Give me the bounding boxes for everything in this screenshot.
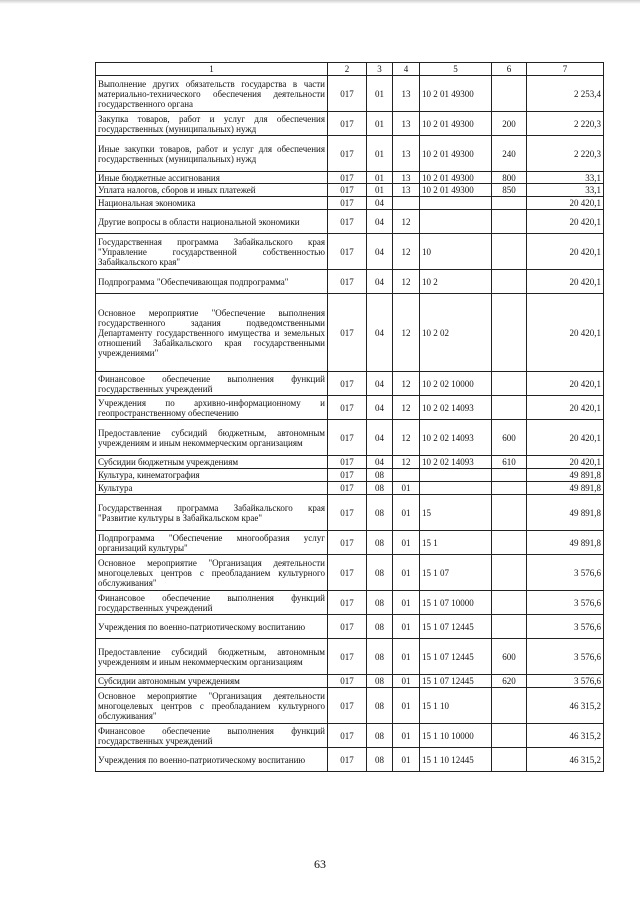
row-code-cell: 017: [328, 372, 367, 396]
row-code-cell: 017: [328, 210, 367, 234]
row-name-cell: Национальная экономика: [96, 197, 328, 210]
row-name-cell: Другие вопросы в области национальной экономики: [96, 210, 328, 234]
row-amount-cell: 20 420,1: [527, 270, 604, 294]
table-row: [96, 456, 604, 469]
row-code-cell: 017: [328, 76, 367, 112]
row-code-cell: 017: [328, 270, 367, 294]
row-amount-cell: 20 420,1: [527, 197, 604, 210]
row-target-article-cell: 15: [420, 495, 492, 531]
table-row: [96, 136, 604, 172]
row-subsection-cell: 01: [393, 591, 420, 615]
row-expense-type-cell: [492, 197, 527, 210]
row-subsection-cell: 01: [393, 675, 420, 688]
row-section-cell: 08: [367, 591, 393, 615]
row-amount-cell: 49 891,8: [527, 469, 604, 482]
row-subsection-cell: 12: [393, 372, 420, 396]
row-target-article-cell: 15 1 10: [420, 688, 492, 724]
row-section-cell: 01: [367, 112, 393, 136]
row-subsection-cell: 13: [393, 112, 420, 136]
row-name-cell: Учреждения по архивно-информационному и геопространственному обеспечению: [96, 396, 328, 420]
row-name-cell: Основное мероприятие "Организация деятельности многоцелевых центров с преобладанием культурного обслуживания": [96, 555, 328, 591]
row-name-cell: Государственная программа Забайкальского края "Развитие культуры в Забайкальском крае": [96, 495, 328, 531]
row-section-cell: 04: [367, 456, 393, 469]
row-subsection-cell: 12: [393, 210, 420, 234]
table-row: [96, 172, 604, 184]
row-subsection-cell: 12: [393, 396, 420, 420]
table-row: [96, 591, 604, 615]
row-target-article-cell: [420, 469, 492, 482]
row-expense-type-cell: [492, 294, 527, 372]
row-section-cell: 04: [367, 210, 393, 234]
row-subsection-cell: 01: [393, 639, 420, 675]
row-target-article-cell: 10 2 02 10000: [420, 372, 492, 396]
row-code-cell: 017: [328, 531, 367, 555]
row-target-article-cell: 10 2 02: [420, 294, 492, 372]
header-cell: 4: [393, 63, 420, 76]
row-code-cell: 017: [328, 456, 367, 469]
row-name-cell: Учреждения по военно-патриотическому воспитанию: [96, 748, 328, 772]
table-row: [96, 688, 604, 724]
table-row: [96, 748, 604, 772]
row-name-cell: Предоставление субсидий бюджетным, автономным учреждениям и иным некоммерческим организациям: [96, 639, 328, 675]
row-target-article-cell: 10 2 01 49300: [420, 76, 492, 112]
page-number: 63: [314, 857, 326, 871]
row-code-cell: 017: [328, 396, 367, 420]
row-section-cell: 08: [367, 555, 393, 591]
table-row: [96, 469, 604, 482]
row-expense-type-cell: [492, 482, 527, 495]
row-expense-type-cell: [492, 688, 527, 724]
row-amount-cell: 46 315,2: [527, 724, 604, 748]
table-row: [96, 482, 604, 495]
row-section-cell: 04: [367, 372, 393, 396]
row-target-article-cell: 15 1: [420, 531, 492, 555]
row-code-cell: 017: [328, 112, 367, 136]
table-row: [96, 396, 604, 420]
row-name-cell: Основное мероприятие "Обеспечение выполнения государственного задания подведомственными Департаменту государственного имущества и земельных отношений Забайкальского края государственными учреждениями": [96, 294, 328, 372]
row-name-cell: Выполнение других обязательств государства в части материально-технического обеспечения деятельности государственного органа: [96, 76, 328, 112]
row-expense-type-cell: [492, 724, 527, 748]
row-target-article-cell: 15 1 07: [420, 555, 492, 591]
row-expense-type-cell: 600: [492, 639, 527, 675]
row-amount-cell: 2 253,4: [527, 76, 604, 112]
row-amount-cell: 3 576,6: [527, 615, 604, 639]
row-subsection-cell: 12: [393, 270, 420, 294]
row-code-cell: 017: [328, 675, 367, 688]
row-expense-type-cell: [492, 396, 527, 420]
row-section-cell: 08: [367, 615, 393, 639]
row-expense-type-cell: [492, 469, 527, 482]
row-target-article-cell: 15 1 07 10000: [420, 591, 492, 615]
row-target-article-cell: 15 1 10 10000: [420, 724, 492, 748]
row-target-article-cell: 10 2 01 49300: [420, 112, 492, 136]
row-code-cell: 017: [328, 495, 367, 531]
row-target-article-cell: 10 2 01 49300: [420, 172, 492, 184]
table-row: [96, 112, 604, 136]
row-amount-cell: 33,1: [527, 172, 604, 184]
row-code-cell: 017: [328, 420, 367, 456]
row-expense-type-cell: [492, 495, 527, 531]
row-expense-type-cell: [492, 372, 527, 396]
row-code-cell: 017: [328, 688, 367, 724]
row-section-cell: 08: [367, 482, 393, 495]
header-cell: 1: [96, 63, 328, 76]
row-amount-cell: 46 315,2: [527, 748, 604, 772]
budget-table: [95, 62, 604, 772]
row-target-article-cell: 15 1 10 12445: [420, 748, 492, 772]
row-section-cell: 01: [367, 136, 393, 172]
row-amount-cell: 2 220,3: [527, 112, 604, 136]
row-target-article-cell: 10 2: [420, 270, 492, 294]
row-amount-cell: 20 420,1: [527, 396, 604, 420]
row-expense-type-cell: [492, 591, 527, 615]
row-name-cell: Иные бюджетные ассигнования: [96, 172, 328, 184]
row-name-cell: Предоставление субсидий бюджетным, автономным учреждениям и иным некоммерческим организациям: [96, 420, 328, 456]
row-subsection-cell: 13: [393, 172, 420, 184]
row-section-cell: 04: [367, 270, 393, 294]
row-section-cell: 08: [367, 495, 393, 531]
row-code-cell: 017: [328, 748, 367, 772]
row-section-cell: 04: [367, 234, 393, 270]
row-code-cell: 017: [328, 591, 367, 615]
row-amount-cell: 3 576,6: [527, 555, 604, 591]
row-expense-type-cell: 600: [492, 420, 527, 456]
row-amount-cell: 49 891,8: [527, 495, 604, 531]
table-header-row: [96, 63, 604, 76]
row-subsection-cell: 12: [393, 294, 420, 372]
row-code-cell: 017: [328, 136, 367, 172]
row-target-article-cell: [420, 210, 492, 234]
row-target-article-cell: 10 2 02 14093: [420, 396, 492, 420]
row-section-cell: 08: [367, 531, 393, 555]
row-subsection-cell: [393, 197, 420, 210]
row-name-cell: Уплата налогов, сборов и иных платежей: [96, 184, 328, 197]
row-expense-type-cell: 850: [492, 184, 527, 197]
row-name-cell: Подпрограмма "Обеспечивающая подпрограмма": [96, 270, 328, 294]
row-expense-type-cell: [492, 531, 527, 555]
row-section-cell: 08: [367, 675, 393, 688]
row-section-cell: 01: [367, 184, 393, 197]
header-cell: 7: [527, 63, 604, 76]
row-name-cell: Культура, кинематография: [96, 469, 328, 482]
row-name-cell: Культура: [96, 482, 328, 495]
row-subsection-cell: 12: [393, 420, 420, 456]
row-target-article-cell: 10 2 02 14093: [420, 456, 492, 469]
row-amount-cell: 49 891,8: [527, 482, 604, 495]
row-amount-cell: 20 420,1: [527, 420, 604, 456]
row-code-cell: 017: [328, 294, 367, 372]
row-code-cell: 017: [328, 184, 367, 197]
row-target-article-cell: 15 1 07 12445: [420, 615, 492, 639]
header-cell: 3: [367, 63, 393, 76]
row-target-article-cell: 15 1 07 12445: [420, 675, 492, 688]
table-row: [96, 234, 604, 270]
row-name-cell: Финансовое обеспечение выполнения функций государственных учреждений: [96, 591, 328, 615]
row-expense-type-cell: [492, 210, 527, 234]
row-name-cell: Учреждения по военно-патриотическому воспитанию: [96, 615, 328, 639]
row-code-cell: 017: [328, 469, 367, 482]
row-subsection-cell: 01: [393, 495, 420, 531]
row-name-cell: Субсидии автономным учреждениям: [96, 675, 328, 688]
row-name-cell: Государственная программа Забайкальского края "Управление государственной собственностью Забайкальского края": [96, 234, 328, 270]
row-expense-type-cell: [492, 615, 527, 639]
row-subsection-cell: 01: [393, 482, 420, 495]
row-target-article-cell: [420, 197, 492, 210]
table-row: [96, 555, 604, 591]
row-name-cell: Иные закупки товаров, работ и услуг для обеспечения государственных (муниципальных) нужд: [96, 136, 328, 172]
row-amount-cell: 2 220,3: [527, 136, 604, 172]
row-section-cell: 08: [367, 748, 393, 772]
row-amount-cell: 33,1: [527, 184, 604, 197]
row-name-cell: Основное мероприятие "Организация деятельности многоцелевых центров с преобладанием культурного обслуживания": [96, 688, 328, 724]
row-subsection-cell: [393, 469, 420, 482]
table-row: [96, 270, 604, 294]
row-expense-type-cell: [492, 555, 527, 591]
row-code-cell: 017: [328, 172, 367, 184]
table-row: [96, 294, 604, 372]
table-row: [96, 184, 604, 197]
table-row: [96, 197, 604, 210]
row-name-cell: Субсидии бюджетным учреждениям: [96, 456, 328, 469]
row-section-cell: 01: [367, 76, 393, 112]
row-subsection-cell: 12: [393, 456, 420, 469]
row-target-article-cell: 10 2 02 14093: [420, 420, 492, 456]
row-target-article-cell: 10 2 01 49300: [420, 184, 492, 197]
row-amount-cell: 20 420,1: [527, 456, 604, 469]
row-amount-cell: 49 891,8: [527, 531, 604, 555]
row-code-cell: 017: [328, 234, 367, 270]
row-expense-type-cell: 240: [492, 136, 527, 172]
row-code-cell: 017: [328, 555, 367, 591]
table-row: [96, 615, 604, 639]
row-subsection-cell: 13: [393, 136, 420, 172]
header-cell: 2: [328, 63, 367, 76]
row-target-article-cell: [420, 482, 492, 495]
row-section-cell: 04: [367, 197, 393, 210]
row-code-cell: 017: [328, 197, 367, 210]
table-row: [96, 420, 604, 456]
row-subsection-cell: 12: [393, 234, 420, 270]
row-subsection-cell: 13: [393, 76, 420, 112]
row-name-cell: Финансовое обеспечение выполнения функций государственных учреждений: [96, 372, 328, 396]
table-row: [96, 531, 604, 555]
row-expense-type-cell: 620: [492, 675, 527, 688]
table-row: [96, 76, 604, 112]
row-amount-cell: 46 315,2: [527, 688, 604, 724]
row-subsection-cell: 01: [393, 555, 420, 591]
row-amount-cell: 3 576,6: [527, 591, 604, 615]
row-name-cell: Финансовое обеспечение выполнения функций государственных учреждений: [96, 724, 328, 748]
table-row: [96, 724, 604, 748]
row-subsection-cell: 01: [393, 688, 420, 724]
row-name-cell: Закупка товаров, работ и услуг для обеспечения государственных (муниципальных) нужд: [96, 112, 328, 136]
table-row: [96, 675, 604, 688]
row-amount-cell: 20 420,1: [527, 294, 604, 372]
header-cell: 5: [420, 63, 492, 76]
row-section-cell: 08: [367, 724, 393, 748]
row-name-cell: Подпрограмма "Обеспечение многообразия услуг организаций культуры": [96, 531, 328, 555]
row-section-cell: 08: [367, 469, 393, 482]
table-row: [96, 372, 604, 396]
row-section-cell: 04: [367, 420, 393, 456]
row-code-cell: 017: [328, 639, 367, 675]
row-section-cell: 04: [367, 396, 393, 420]
row-section-cell: 08: [367, 639, 393, 675]
row-subsection-cell: 01: [393, 748, 420, 772]
table-row: [96, 495, 604, 531]
row-target-article-cell: 15 1 07 12445: [420, 639, 492, 675]
row-expense-type-cell: [492, 76, 527, 112]
header-cell: 6: [492, 63, 527, 76]
row-amount-cell: 3 576,6: [527, 639, 604, 675]
row-expense-type-cell: [492, 270, 527, 294]
row-code-cell: 017: [328, 615, 367, 639]
row-subsection-cell: 13: [393, 184, 420, 197]
row-section-cell: 01: [367, 172, 393, 184]
row-expense-type-cell: 200: [492, 112, 527, 136]
row-amount-cell: 3 576,6: [527, 675, 604, 688]
scan-edge: [0, 0, 640, 4]
row-amount-cell: 20 420,1: [527, 372, 604, 396]
row-amount-cell: 20 420,1: [527, 210, 604, 234]
row-target-article-cell: 10 2 01 49300: [420, 136, 492, 172]
row-expense-type-cell: [492, 748, 527, 772]
row-section-cell: 04: [367, 294, 393, 372]
table-row: [96, 210, 604, 234]
row-expense-type-cell: 800: [492, 172, 527, 184]
row-code-cell: 017: [328, 724, 367, 748]
row-target-article-cell: 10: [420, 234, 492, 270]
row-subsection-cell: 01: [393, 531, 420, 555]
row-subsection-cell: 01: [393, 724, 420, 748]
row-expense-type-cell: [492, 234, 527, 270]
row-amount-cell: 20 420,1: [527, 234, 604, 270]
row-subsection-cell: 01: [393, 615, 420, 639]
row-code-cell: 017: [328, 482, 367, 495]
table-row: [96, 639, 604, 675]
row-expense-type-cell: 610: [492, 456, 527, 469]
row-section-cell: 08: [367, 688, 393, 724]
